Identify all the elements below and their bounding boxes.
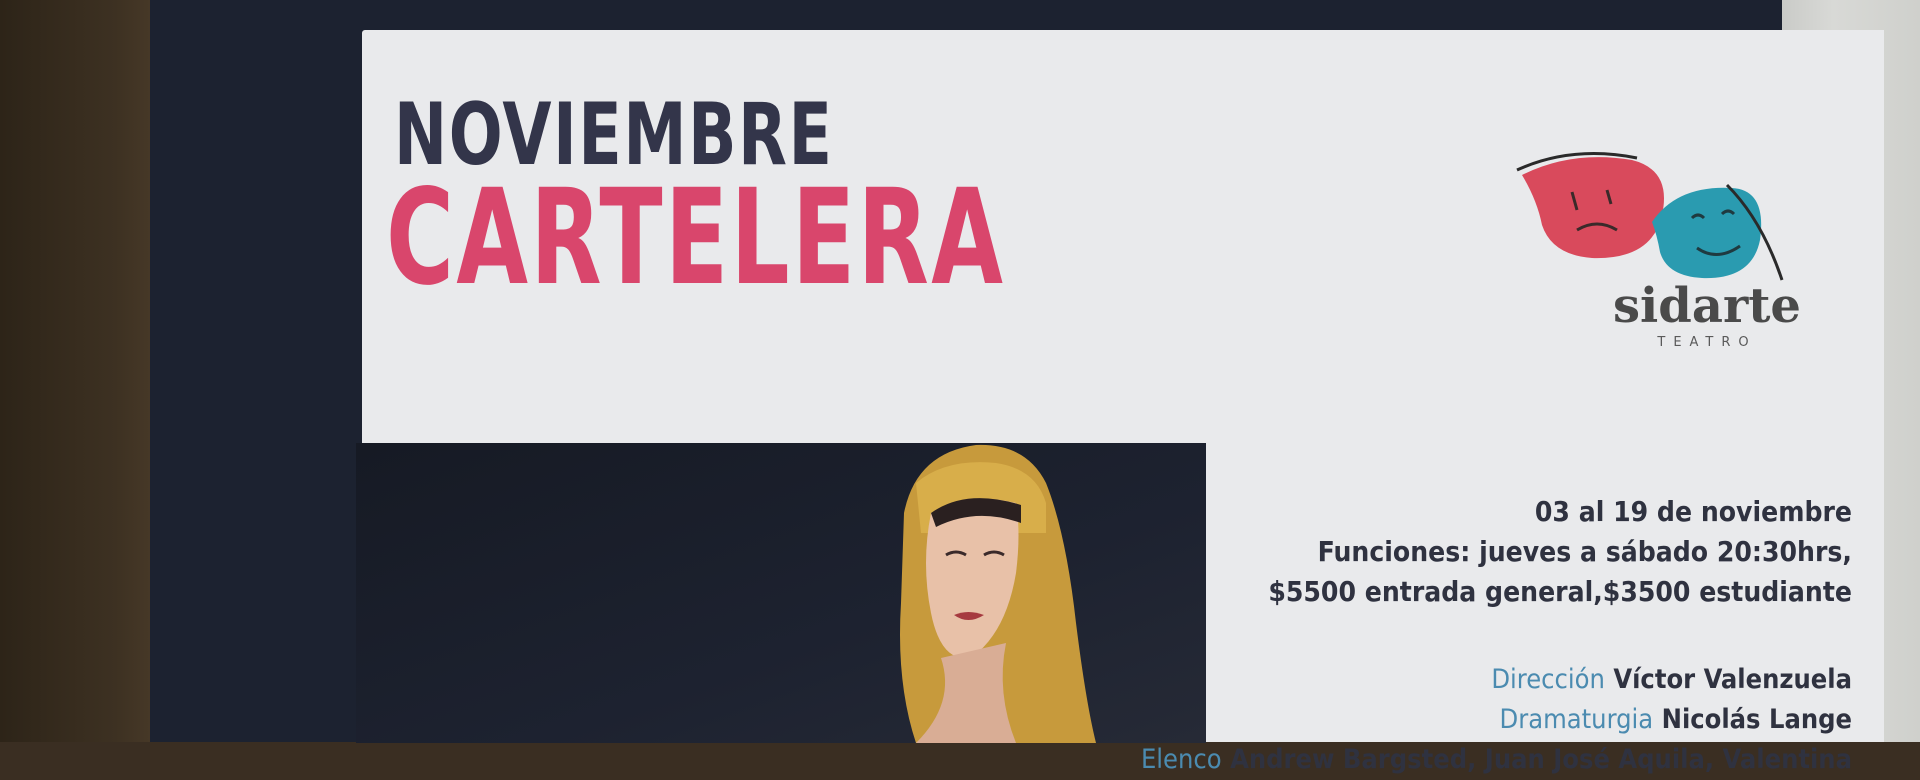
logo-name: sidarte — [1613, 278, 1801, 334]
credit-role: Dirección — [1491, 664, 1605, 695]
credit-name: Nicolás Lange — [1661, 704, 1852, 735]
play-prices: $5500 entrada general,$3500 estudiante — [1268, 575, 1852, 608]
poster-frame — [150, 0, 1852, 775]
poster-month: NOVIEMBRE — [394, 85, 834, 185]
woman-portrait-image — [356, 443, 1206, 743]
credit-name: Víctor Valenzuela — [1613, 664, 1852, 695]
teal-mask-icon — [1652, 185, 1782, 280]
credit-row — [1141, 660, 1852, 700]
credit-row — [1141, 740, 1852, 780]
credit-name: Andrew Bargsted, Juan José Aquila, Valentina — [1230, 744, 1852, 775]
logo-subtitle: TEATRO — [1657, 335, 1757, 350]
poster-heading: CARTELERA — [386, 161, 1006, 315]
wall-left — [0, 0, 165, 742]
credit-role: Elenco — [1140, 744, 1222, 775]
credit-role: Dramaturgia — [1499, 704, 1654, 735]
play-details — [1268, 492, 1852, 612]
play-photo — [356, 443, 1206, 743]
credits-list — [1141, 660, 1852, 780]
poster — [362, 30, 1884, 775]
play-dates: 03 al 19 de noviembre — [1534, 495, 1852, 528]
red-mask-icon — [1517, 154, 1664, 259]
play-schedule: Funciones: jueves a sábado 20:30hrs, — [1317, 535, 1852, 568]
credit-row — [1141, 700, 1852, 740]
